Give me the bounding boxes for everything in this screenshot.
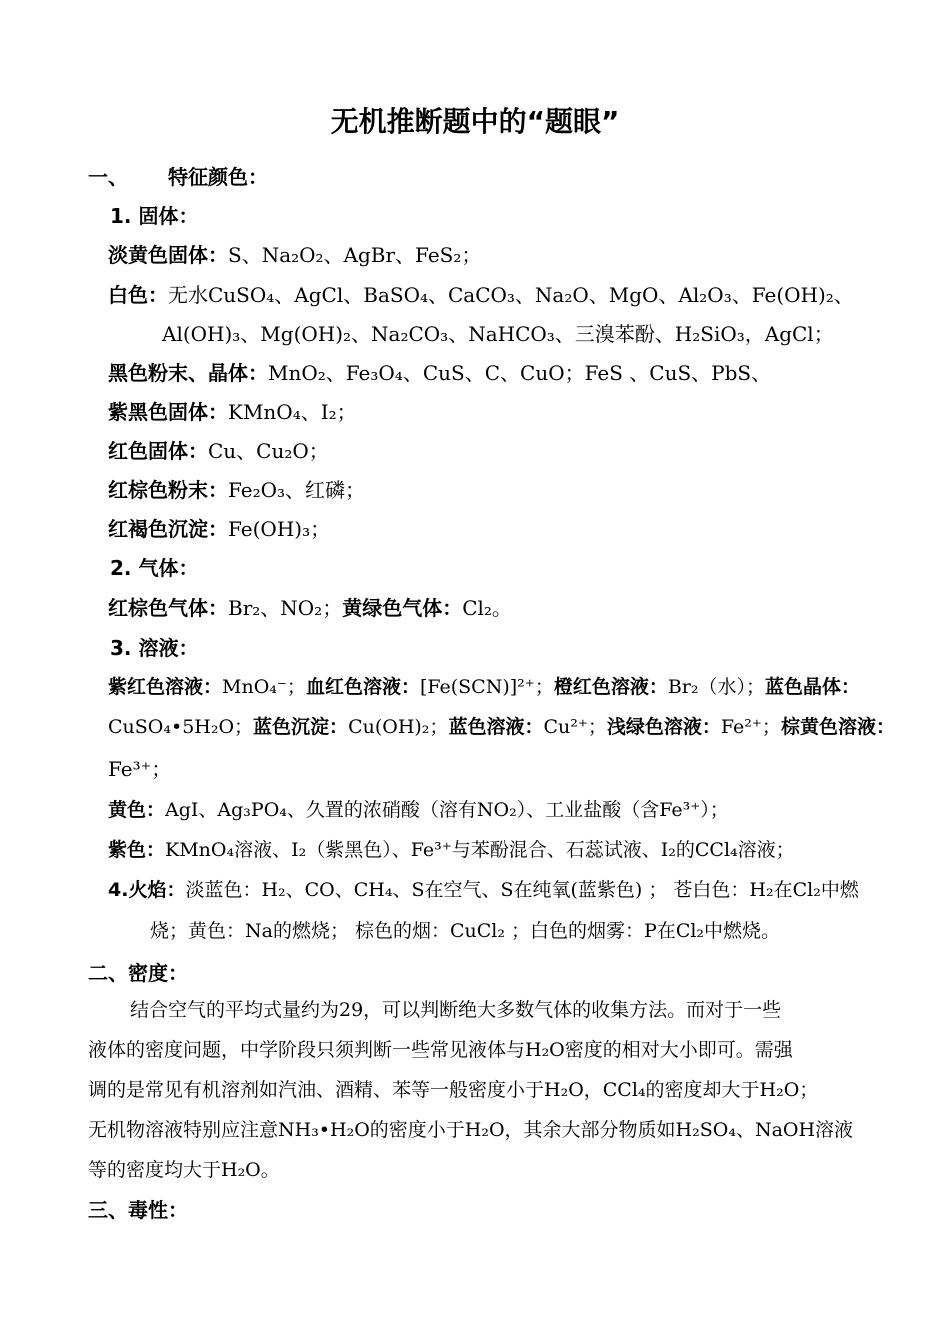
value-purple-black-solid: KMnO₄、I₂； [228, 400, 357, 424]
solid-line-red-brown [108, 475, 365, 505]
value-brown-yellow-solution: Fe³⁺； [108, 757, 172, 781]
solid-line-black [108, 358, 771, 388]
solid-line-red-brown-precipitate [108, 514, 330, 544]
page-title: 无机推断题中的“题眼” [330, 105, 620, 138]
label-brown-yellow-solution: 棕黄色溶液： [780, 716, 895, 738]
value-blue-precipitate: Cu(OH)₂； [348, 716, 449, 738]
solution-row-1 [108, 672, 860, 702]
value-yellow-green-gas: Cl₂。 [462, 596, 512, 620]
flame-line-2 [150, 916, 780, 946]
density-para-line-5: 等的密度均大于H₂O。 [88, 1159, 280, 1181]
value-blue-crystal: CuSO₄•5H₂O； [108, 716, 254, 738]
flame-line-1 [108, 875, 859, 905]
label-purple-black-solid: 紫黑色固体： [108, 400, 228, 424]
solution-row-purple [108, 835, 795, 865]
value-black-powder: MnO₂、Fe₃O₄、CuS、C、CuO；FeS 、CuS、PbS、 [268, 361, 772, 385]
label-blue-crystal: 蓝色晶体： [765, 676, 861, 698]
solid-line-white [108, 280, 854, 310]
value-orange-red-solution: Br₂（水）； [667, 676, 766, 698]
solution-row-3 [108, 754, 171, 784]
value-blue-solution: Cu²⁺； [543, 716, 607, 738]
label-black-powder: 黑色粉末、晶体： [108, 361, 268, 385]
solution-heading: 3. 溶液： [110, 636, 199, 660]
value-red-solid: Cu、Cu₂O； [208, 439, 329, 463]
value-flame-line-1: 淡蓝色：H₂、CO、CH₄、S在空气、S在纯氧(蓝紫色) ； 苍白色：H₂在Cl₂中燃 [185, 879, 859, 901]
solid-line-red [108, 436, 329, 466]
solid-line-purple-black [108, 397, 357, 427]
density-para-line-4: 无机物溶液特别应注意NH₃•H₂O的密度小于H₂O，其余大部分物质如H₂SO₄、NaOH溶液 [88, 1119, 854, 1141]
label-pale-yellow-solid: 淡黄色固体： [108, 243, 228, 267]
value-flame-line-2: 烧；黄色：Na的燃烧； 棕色的烟：CuCl₂ ；白色的烟雾：P在Cl₂中燃烧。 [150, 920, 781, 942]
value-purple: KMnO₄溶液、I₂（紫黑色）、Fe³⁺与苯酚混合、石蕊试液、I₂的CCl₄溶液； [165, 839, 795, 861]
density-para-line-2: 液体的密度问题，中学阶段只须判断一些常见液体与H₂O密度的相对大小即可。需强 [88, 1039, 793, 1061]
density-para-line-3: 调的是常见有机溶剂如汽油、酒精、苯等一般密度小于H₂O，CCl₄的密度却大于H₂O； [88, 1079, 819, 1101]
section-1-number: 一、 [88, 165, 128, 189]
value-red-brown-gas: Br₂、NO₂； [228, 596, 343, 620]
solution-row-yellow [108, 795, 729, 825]
label-white: 白色： [108, 283, 168, 307]
value-yellow: AgI、Ag₃PO₄、久置的浓硝酸（溶有NO₂）、工业盐酸（含Fe³⁺）； [165, 799, 729, 821]
gas-heading: 2. 气体： [110, 556, 199, 580]
section-1-heading [88, 162, 268, 192]
value-pale-yellow-solid: S、Na₂O₂、AgBr、FeS₂； [228, 243, 482, 267]
value-white-cont: Al(OH)₃、Mg(OH)₂、Na₂CO₃、NaHCO₃、三溴苯酚、H₂SiO₃，AgCl； [162, 322, 834, 346]
label-red-brown-gas: 红棕色气体： [108, 596, 228, 620]
label-yellow: 黄色： [108, 799, 166, 821]
label-yellow-green-gas: 黄绿色气体： [342, 596, 463, 620]
value-blood-red-solution: [Fe(SCN)]²⁺； [419, 676, 554, 698]
value-light-green-solution: Fe²⁺； [720, 716, 781, 738]
value-red-brown-powder: Fe₂O₃、红磷； [228, 478, 366, 502]
section-1-title: 特征颜色： [168, 165, 268, 189]
value-red-brown-precipitate: Fe(OH)₃； [228, 517, 331, 541]
label-purple-red-solution: 紫红色溶液： [108, 676, 223, 698]
section-3-heading: 三、毒性： [88, 1198, 188, 1222]
solid-line-white-cont [162, 319, 834, 349]
value-purple-red-solution: MnO₄⁻； [222, 676, 306, 698]
density-para-line-1: 结合空气的平均式量约为29，可以判断绝大多数气体的收集方法。而对于一些 [130, 999, 782, 1021]
label-purple: 紫色： [108, 839, 166, 861]
label-red-brown-powder: 红棕色粉末： [108, 478, 228, 502]
label-red-solid: 红色固体： [108, 439, 208, 463]
label-orange-red-solution: 橙红色溶液： [553, 676, 668, 698]
label-flame: 4.火焰： [108, 879, 186, 901]
solution-row-2 [108, 712, 895, 742]
section-2-heading: 二、密度： [88, 961, 188, 985]
gas-line [108, 593, 512, 623]
label-blood-red-solution: 血红色溶液： [305, 676, 420, 698]
label-blue-solution: 蓝色溶液： [448, 716, 544, 738]
label-red-brown-precipitate: 红褐色沉淀： [108, 517, 228, 541]
label-light-green-solution: 浅绿色溶液： [606, 716, 721, 738]
label-blue-precipitate: 蓝色沉淀： [253, 716, 349, 738]
solid-heading: 1. 固体： [110, 204, 199, 228]
solid-line-pale-yellow [108, 240, 481, 270]
value-white: 无水CuSO₄、AgCl、BaSO₄、CaCO₃、Na₂O、MgO、Al₂O₃、Fe(OH)₂、 [168, 283, 854, 307]
